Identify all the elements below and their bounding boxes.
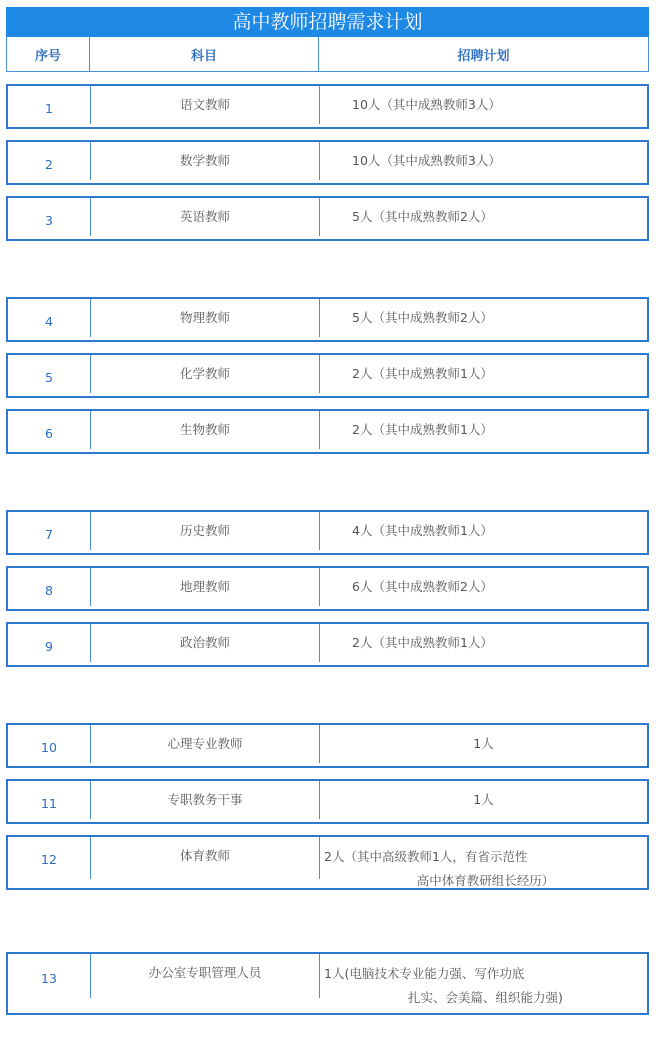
row-no: 2 <box>8 142 91 180</box>
row-plan-line1: 2人（其中高级教师1人，有省示范性 <box>324 849 528 864</box>
row-subject: 语文教师 <box>91 86 320 124</box>
row-plan: 1人 <box>473 792 494 807</box>
row-subject: 办公室专职管理人员 <box>91 954 320 998</box>
row-subject: 体育教师 <box>91 837 320 879</box>
row-plan: 4人（其中成熟教师1人） <box>352 523 493 538</box>
row-no: 4 <box>8 299 91 337</box>
row-no: 11 <box>8 781 91 819</box>
row-subject: 地理教师 <box>91 568 320 606</box>
row-plan: 2人（其中成熟教师1人） <box>352 366 493 381</box>
row-subject: 化学教师 <box>91 355 320 393</box>
row-no: 3 <box>8 198 91 236</box>
row-no: 1 <box>8 86 91 124</box>
table-row <box>6 835 649 890</box>
row-plan: 2人（其中成熟教师1人） <box>352 635 493 650</box>
row-no: 12 <box>8 837 91 879</box>
row-no: 10 <box>8 725 91 763</box>
table-row <box>6 297 649 342</box>
table-row <box>6 622 649 667</box>
table-row <box>6 952 649 1015</box>
row-subject: 政治教师 <box>91 624 320 662</box>
row-plan <box>320 954 647 1010</box>
table-row <box>6 409 649 454</box>
table-row <box>6 353 649 398</box>
table-row <box>6 510 649 555</box>
row-no: 7 <box>8 512 91 550</box>
row-plan: 5人（其中成熟教师2人） <box>352 209 493 224</box>
header-plan: 招聘计划 <box>457 48 510 64</box>
table-row <box>6 566 649 611</box>
row-subject: 英语教师 <box>91 198 320 236</box>
table-row <box>6 196 649 241</box>
row-subject: 数学教师 <box>91 142 320 180</box>
row-plan: 1人 <box>473 736 494 751</box>
table-header <box>6 37 649 72</box>
header-no: 序号 <box>7 37 90 71</box>
row-subject: 心理专业教师 <box>91 725 320 763</box>
row-no: 5 <box>8 355 91 393</box>
row-subject: 生物教师 <box>91 411 320 449</box>
row-subject: 历史教师 <box>91 512 320 550</box>
row-no: 8 <box>8 568 91 606</box>
row-subject: 专职教务干事 <box>91 781 320 819</box>
row-no: 6 <box>8 411 91 449</box>
row-no: 13 <box>8 954 91 998</box>
row-plan: 2人（其中成熟教师1人） <box>352 422 493 437</box>
row-plan: 10人（其中成熟教师3人） <box>352 153 501 168</box>
row-plan <box>320 837 647 893</box>
table-row <box>6 779 649 824</box>
table-row <box>6 84 649 129</box>
table-row <box>6 723 649 768</box>
row-plan-line2: 高中体育教研组长经历） <box>416 873 555 888</box>
header-subject: 科目 <box>90 37 319 71</box>
row-plan-line1: 1人(电脑技术专业能力强、写作功底 <box>324 966 525 981</box>
row-plan: 5人（其中成熟教师2人） <box>352 310 493 325</box>
row-subject: 物理教师 <box>91 299 320 337</box>
table-row <box>6 140 649 185</box>
row-plan-line2: 扎实、会美篇、组织能力强) <box>408 990 563 1005</box>
row-plan: 10人（其中成熟教师3人） <box>352 97 501 112</box>
row-plan: 6人（其中成熟教师2人） <box>352 579 493 594</box>
row-no: 9 <box>8 624 91 662</box>
table-title: 高中教师招聘需求计划 <box>6 7 649 37</box>
